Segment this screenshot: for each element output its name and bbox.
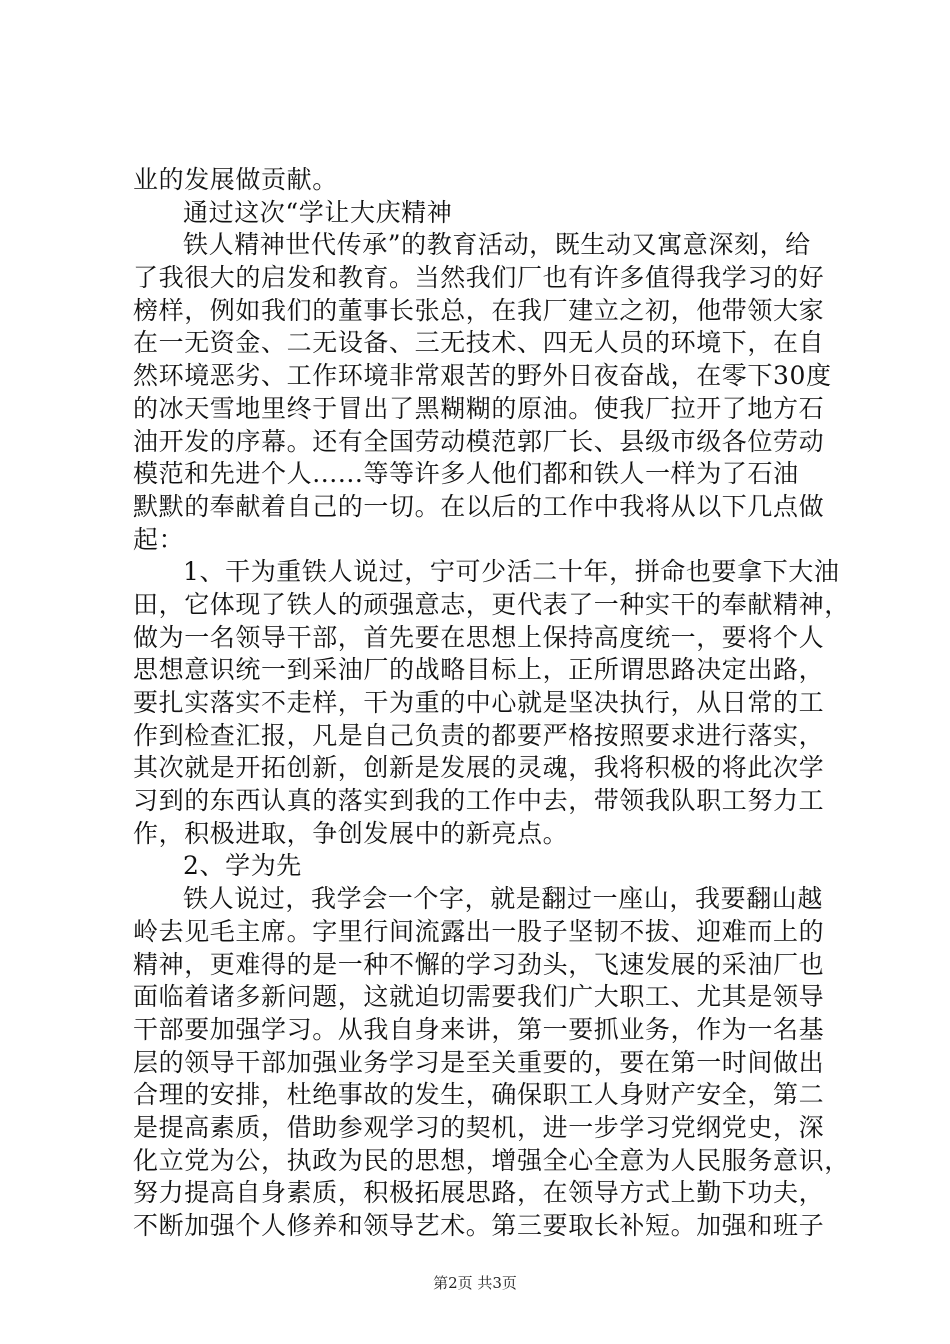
text-line: 田，它体现了铁人的顽强意志，更代表了一种实干的奉献精神， [133,589,850,619]
text-line: 不断加强个人修养和领导艺术。第三要取长补短。加强和班子 [133,1211,825,1240]
text-line: 合理的安排，杜绝事故的发生，确保职工人身财产安全，第二 [133,1080,825,1110]
page-footer: 第2页 共3页 [433,1274,517,1292]
text-line: 作，积极进取，争创发展中的新亮点。 [133,818,569,848]
text-line: 精神，更难得的是一种不懈的学习劲头，飞速发展的采油厂也 [133,949,825,979]
text-line: 作到检查汇报，凡是自己负责的都要严格按照要求进行落实， [133,720,825,750]
text-line: 铁人精神世代传承”的教育活动，既生动又寓意深刻，给 [183,230,811,260]
text-line: 然环境恶劣、工作环境非常艰苦的野外日夜奋战，在零下30度 [133,361,832,391]
text-line: 了我很大的启发和教育。当然我们厂也有许多值得我学习的好 [133,263,825,293]
text-line: 干部要加强学习。从我自身来讲，第一要抓业务，作为一名基 [133,1014,825,1044]
text-line: 面临着诸多新问题，这就迫切需要我们广大职工、尤其是领导 [133,982,825,1012]
text-line: 的冰天雪地里终于冒出了黑糊糊的原油。使我厂拉开了地方石 [133,393,825,423]
text-line: 化立党为公，执政为民的思想，增强全心全意为人民服务意识， [133,1145,850,1175]
text-line: 做为一名领导干部，首先要在思想上保持高度统一，要将个人 [133,622,825,652]
text-line: 默默的奉献着自己的一切。在以后的工作中我将从以下几点做 [133,491,825,521]
text-line: 其次就是开拓创新，创新是发展的灵魂，我将积极的将此次学 [133,753,825,783]
text-line: 榜样，例如我们的董事长张总，在我厂建立之初，他带领大家 [133,295,825,325]
text-line: 业的发展做贡献。 [133,165,338,194]
text-line: 是提高素质，借助参观学习的契机，进一步学习党纲党史，深 [133,1112,825,1142]
text-line: 通过这次“学让大庆精神 [183,197,453,227]
text-line: 岭去见毛主席。字里行间流露出一股子坚韧不拔、迎难而上的 [133,916,825,946]
text-line: 习到的东西认真的落实到我的工作中去，带领我队职工努力工 [133,786,825,816]
text-line: 在一无资金、二无设备、三无技术、四无人员的环境下，在自 [133,328,825,358]
document-body [133,164,850,1243]
text-line: 起： [133,524,185,554]
text-line: 2、学为先 [183,851,302,881]
text-line: 1、干为重铁人说过，宁可少活二十年，拼命也要拿下大油 [183,557,840,587]
text-line: 努力提高自身素质，积极拓展思路，在领导方式上勤下功夫， [133,1178,825,1208]
text-line: 层的领导干部加强业务学习是至关重要的，要在第一时间做出 [133,1047,825,1077]
text-line: 模范和先进个人......等等许多人他们都和铁人一样为了石油 [133,459,799,489]
text-line: 铁人说过，我学会一个字，就是翻过一座山，我要翻山越 [183,884,824,914]
text-line: 油开发的序幕。还有全国劳动模范郭厂长、县级市级各位劳动 [133,426,825,456]
text-line: 要扎实落实不走样，干为重的中心就是坚决执行，从日常的工 [133,688,825,717]
text-line: 思想意识统一到采油厂的战略目标上，正所谓思路决定出路， [133,655,825,685]
